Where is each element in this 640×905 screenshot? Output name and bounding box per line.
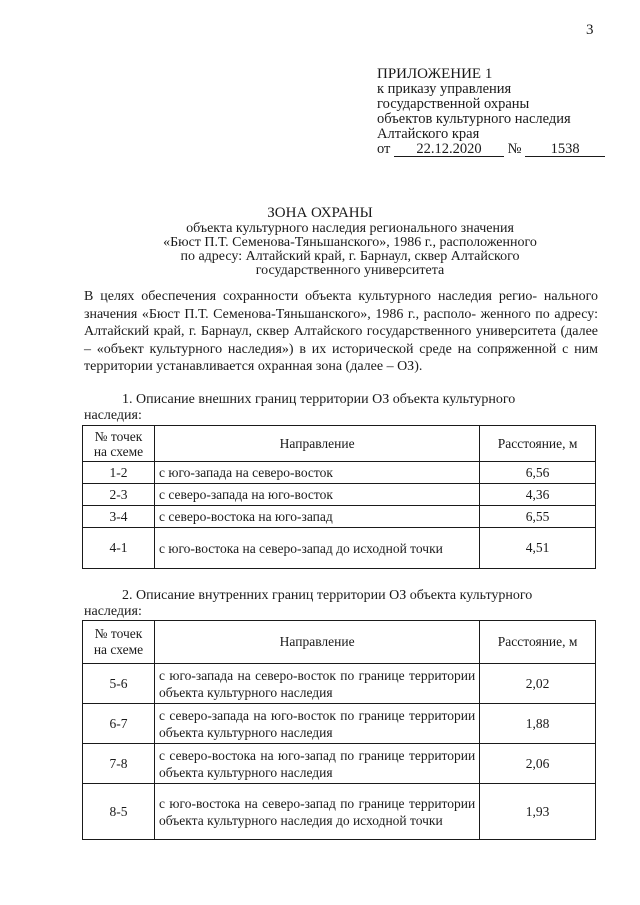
annex-header <box>377 67 605 157</box>
zone-subtitle-line: объекта культурного наследия регионального значения <box>186 221 514 236</box>
zone-subtitle-line: государственного университета <box>255 263 445 278</box>
direction-cell: с юго-востока на северо-запад по границе территории объекта культурного наследия до исходной точки <box>155 784 480 840</box>
point-cell: 8-5 <box>83 784 155 840</box>
table-row <box>83 462 596 484</box>
order-number: 1538 <box>525 143 605 157</box>
intro-line: государственного университета (далее – «объект культурного наследия») <box>84 324 599 357</box>
header-direction: Направление <box>155 621 480 664</box>
annex-line: Алтайского края <box>377 126 480 142</box>
table-header-row <box>83 621 596 664</box>
direction-cell: с северо-запада на юго-восток по границе территории объекта культурного наследия <box>155 704 480 744</box>
header-point: № точек на схеме <box>83 621 155 664</box>
table-header-row <box>83 426 596 462</box>
point-cell: 7-8 <box>83 744 155 784</box>
table-row <box>83 506 596 528</box>
distance-cell: 4,36 <box>480 484 596 506</box>
direction-cell: с северо-востока на юго-запад <box>155 506 480 528</box>
intro-line: нального значения «Бюст П.Т. Семенова-Тяньшанского», 1986 г., располо- <box>84 289 598 322</box>
outer-boundary-table <box>82 425 596 569</box>
point-cell: 3-4 <box>83 506 155 528</box>
table-row <box>83 744 596 784</box>
number-label: № <box>507 141 522 157</box>
header-direction: Направление <box>155 426 480 462</box>
point-cell: 1-2 <box>83 462 155 484</box>
distance-cell: 4,51 <box>480 528 596 569</box>
zone-subtitle-line: «Бюст П.Т. Семенова-Тяньшанского», 1986 г., расположенного <box>163 235 537 250</box>
direction-cell: с северо-запада на юго-восток <box>155 484 480 506</box>
intro-line: женного по адресу: Алтайский край, г. Барнаул, сквер Алтайского <box>84 306 598 340</box>
distance-cell: 6,56 <box>480 462 596 484</box>
section1-title-line: наследия: <box>84 408 142 423</box>
distance-cell: 2,06 <box>480 744 596 784</box>
distance-cell: 1,93 <box>480 784 596 840</box>
section1-title-line: 1. Описание внешних границ территории ОЗ объекта культурного <box>122 392 516 407</box>
section1-title <box>84 392 598 424</box>
annex-line: государственной охраны <box>377 96 530 112</box>
from-label: от <box>377 141 391 157</box>
intro-paragraph <box>84 288 598 376</box>
table-row <box>83 704 596 744</box>
distance-cell: 6,55 <box>480 506 596 528</box>
direction-cell: с северо-востока на юго-запад по границе территории объекта культурного наследия <box>155 744 480 784</box>
header-point: № точек на схеме <box>83 426 155 462</box>
direction-cell: с юго-востока на северо-запад до исходной точки <box>155 528 480 569</box>
zone-subtitle-line: по адресу: Алтайский край, г. Барнаул, сквер Алтайского <box>180 249 520 264</box>
point-cell: 4-1 <box>83 528 155 569</box>
zone-title: ЗОНА ОХРАНЫ <box>267 205 373 221</box>
section2-title <box>84 588 598 620</box>
table-row <box>83 484 596 506</box>
annex-line: к приказу управления <box>377 81 512 97</box>
header-distance: Расстояние, м <box>480 426 596 462</box>
zone-subtitle <box>70 222 630 278</box>
direction-cell: с юго-запада на северо-восток <box>155 462 480 484</box>
distance-cell: 1,88 <box>480 704 596 744</box>
intro-line: в их исторической среде на сопряженной с ним территории устанавливается <box>84 341 598 375</box>
section2-title-line: 2. Описание внутренних границ территории ОЗ объекта культурного <box>122 588 533 603</box>
annex-line: объектов культурного наследия <box>377 111 571 127</box>
distance-cell: 2,02 <box>480 664 596 704</box>
table-row <box>83 664 596 704</box>
order-date-line <box>377 142 605 157</box>
inner-boundary-table <box>82 620 596 840</box>
header-distance: Расстояние, м <box>480 621 596 664</box>
point-cell: 6-7 <box>83 704 155 744</box>
point-cell: 2-3 <box>83 484 155 506</box>
order-date: 22.12.2020 <box>394 143 504 157</box>
intro-line: В целях обеспечения сохранности объекта культурного наследия регио- <box>84 289 537 304</box>
annex-title: ПРИЛОЖЕНИЕ 1 <box>377 66 493 82</box>
intro-line: охранная зона (далее – ОЗ). <box>257 359 423 375</box>
direction-cell: с юго-запада на северо-восток по границе территории объекта культурного наследия <box>155 664 480 704</box>
point-cell: 5-6 <box>83 664 155 704</box>
table-row <box>83 528 596 569</box>
page-number: 3 <box>586 22 594 38</box>
table-row <box>83 784 596 840</box>
section2-title-line: наследия: <box>84 604 142 619</box>
